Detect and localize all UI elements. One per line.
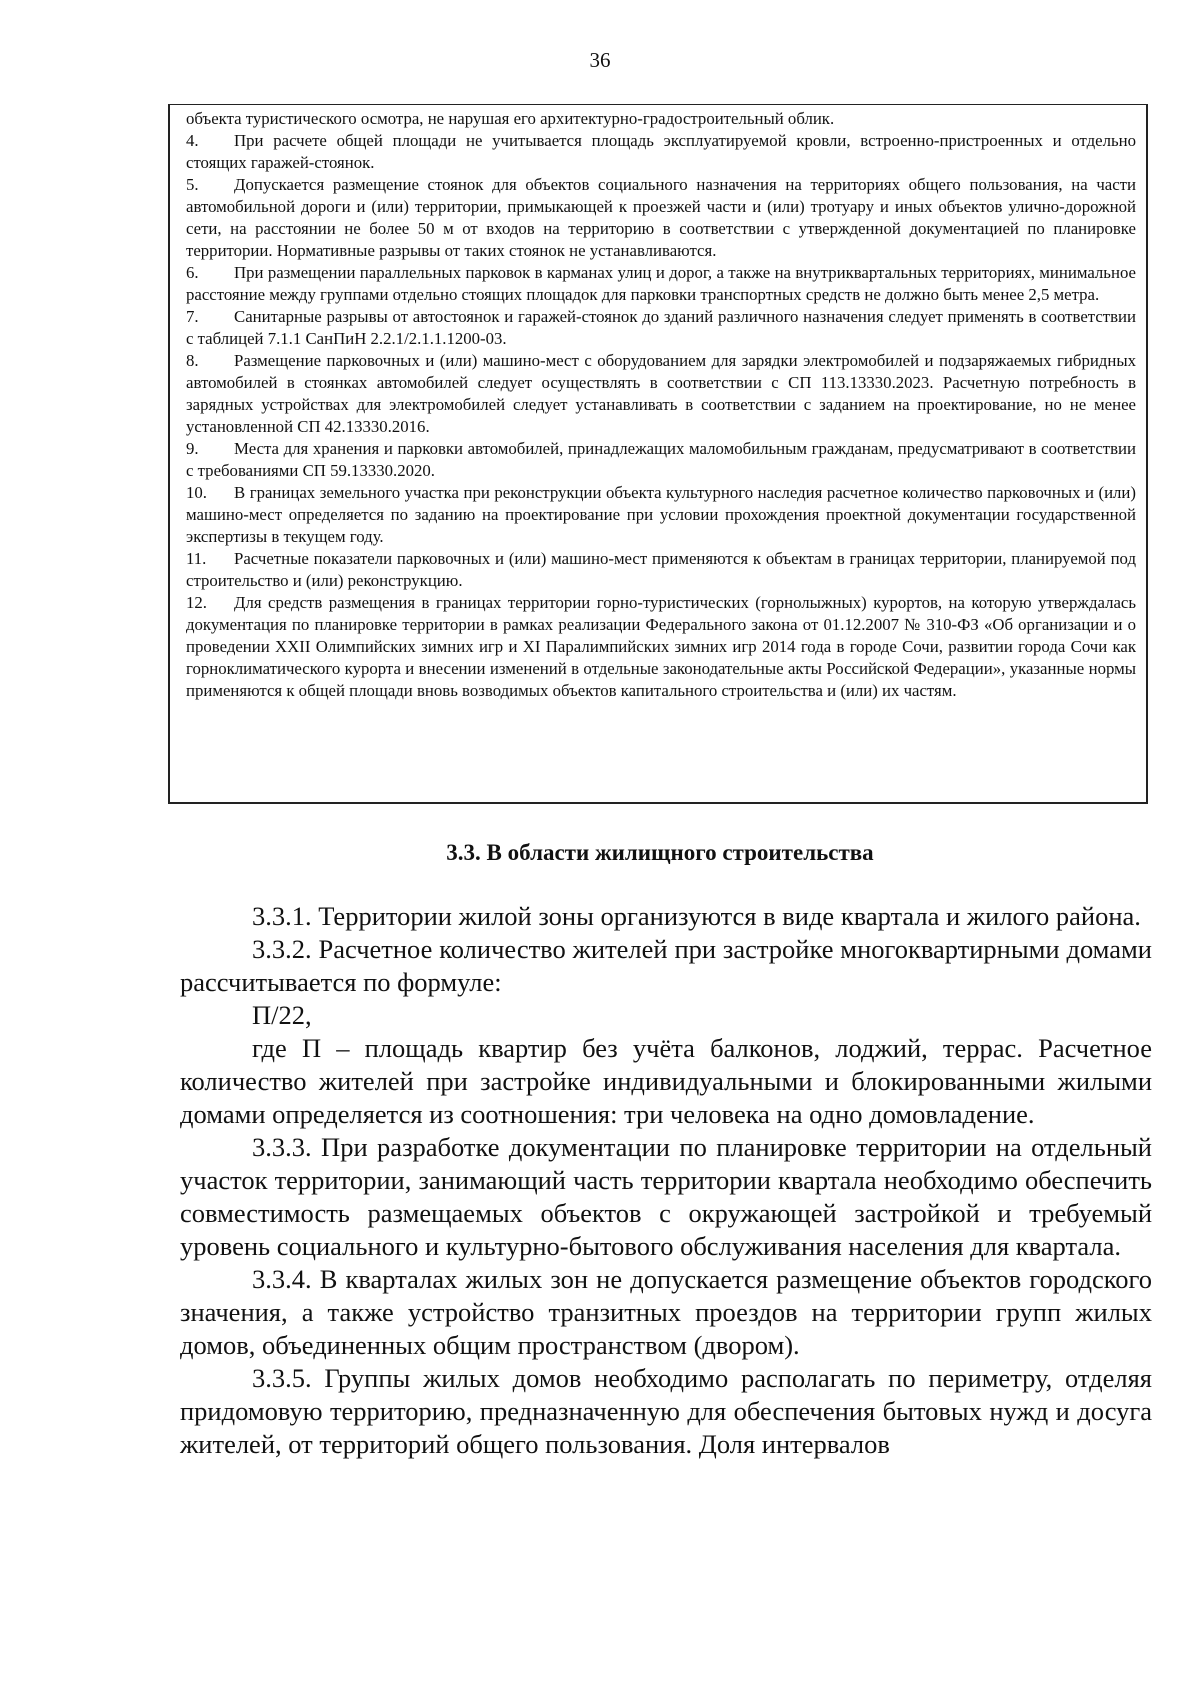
note-9 [186, 438, 1136, 482]
note-8 [186, 350, 1136, 438]
note-number: 6. [186, 263, 199, 282]
note-text: Для средств размещения в границах территории горно-туристических (горнолыжных) курортов, на которую утверждалась документация по планировке территории в рамках реализации Федерального закона от 01.12.2007 № 310-ФЗ «Об организации и о проведении XXII Олимпийских зимних игр и XI Паралимпийских зимних игр 2014 года в городе Сочи, развитии города Сочи как горноклиматического курорта и внесении изменений в отдельные законодательные акты Российской Федерации», указанные нормы применяются к общей площади вновь возводимых объектов капитального строительства и (или) их частям. [186, 593, 1136, 700]
note-number: 5. [186, 175, 199, 194]
note-number: 12. [186, 593, 207, 612]
note-text: В границах земельного участка при реконструкции объекта культурного наследия расчетное количество парковочных и (или) машино-мест определяется по заданию на проектирование при условии прохождения проектной документации государственной экспертизы в текущем году. [186, 483, 1136, 546]
note-text: Допускается размещение стоянок для объектов социального назначения на территориях общего пользования, на части автомобильной дороги и (или) территории, примыкающей к проезжей части и (или) тротуару и иных объектов улично-дорожной сети, на расстоянии не более 50 м от входов на территорию в соответствии с утвержденной документацией по планировке территории. Нормативные разрывы от таких стоянок не устанавливаются. [186, 175, 1136, 260]
paragraph-3-3-5: 3.3.5. Группы жилых домов необходимо располагать по периметру, отделяя придомовую территорию, предназначенную для обеспечения бытовых нужд и досуга жителей, от территорий общего пользования. Доля интервалов [180, 1363, 1152, 1459]
note-number: 8. [186, 351, 199, 370]
note-text: Размещение парковочных и (или) машино-мест с оборудованием для зарядки электромобилей и подзаряжаемых гибридных автомобилей в стоянках автомобилей следует осуществлять в соответствии с СП 113.13330.2023. Расчетную потребность в зарядных устройствах для электромобилей следует устанавливать в соответствии с заданием на проектирование, но не менее установленной СП 42.13330.2016. [186, 351, 1136, 436]
paragraph-3-3-4: 3.3.4. В кварталах жилых зон не допускается размещение объектов городского значения, а также устройство транзитных проездов на территории групп жилых домов, объединенных общим пространством (двором). [180, 1264, 1152, 1360]
note-number: 7. [186, 307, 199, 326]
paragraph-3-3-3: 3.3.3. При разработке документации по планировке территории на отдельный участок территории, занимающий часть территории квартала необходимо обеспечить совместимость размещаемых объектов с окружающей застройкой и требуемый уровень социального и культурно-бытового обслуживания населения для квартала. [180, 1132, 1152, 1261]
paragraph-formula-explanation: где П – площадь квартир без учёта балконов, лоджий, террас. Расчетное количество жителей при застройке индивидуальными и блокированными жилыми домами определяется из соотношения: три человека на одно домовладение. [180, 1033, 1152, 1129]
note-number: 11. [186, 549, 207, 568]
note-text: Санитарные разрывы от автостоянок и гаражей-стоянок до зданий различного назначения следует применять в соответствии с таблицей 7.1.1 СанПиН 2.2.1/2.1.1.1200-03. [186, 307, 1136, 348]
note-7 [186, 306, 1136, 350]
note-text: При размещении параллельных парковок в карманах улиц и дорог, а также на внутриквартальных территориях, минимальное расстояние между группами отдельно стоящих площадок для парковки транспортных средств не должно быть менее 2,5 метра. [186, 263, 1136, 304]
section-body [180, 900, 1152, 1461]
note-6 [186, 262, 1136, 306]
table-notes-box [168, 104, 1148, 804]
formula: П/22, [252, 1000, 312, 1030]
note-text: объекта туристического осмотра, не нарушая его архитектурно-градостроительный облик. [186, 109, 835, 128]
note-12 [186, 592, 1136, 702]
section-heading: 3.3. В области жилищного строительства [446, 840, 874, 865]
note-10 [186, 482, 1136, 548]
note-text: Расчетные показатели парковочных и (или) машино-мест применяются к объектам в границах территории, планируемой под строительство и (или) реконструкцию. [186, 549, 1136, 590]
paragraph-3-3-2: 3.3.2. Расчетное количество жителей при застройке многоквартирными домами рассчитывается по формуле: [180, 934, 1152, 997]
note-text: При расчете общей площади не учитывается площадь эксплуатируемой кровли, встроенно-пристроенных и отдельно стоящих гаражей-стоянок. [186, 131, 1136, 172]
note-5 [186, 174, 1136, 262]
note-continuation [186, 108, 1136, 130]
note-number: 10. [186, 483, 207, 502]
note-number: 4. [186, 131, 199, 150]
note-number: 9. [186, 439, 199, 458]
note-11 [186, 548, 1136, 592]
note-text: Места для хранения и парковки автомобилей, принадлежащих маломобильным гражданам, предусматривают в соответствии с требованиями СП 59.13330.2020. [186, 439, 1136, 480]
page-number: 36 [589, 48, 611, 72]
note-4 [186, 130, 1136, 174]
paragraph-3-3-1: 3.3.1. Территории жилой зоны организуются в виде квартала и жилого района. [252, 901, 1141, 931]
